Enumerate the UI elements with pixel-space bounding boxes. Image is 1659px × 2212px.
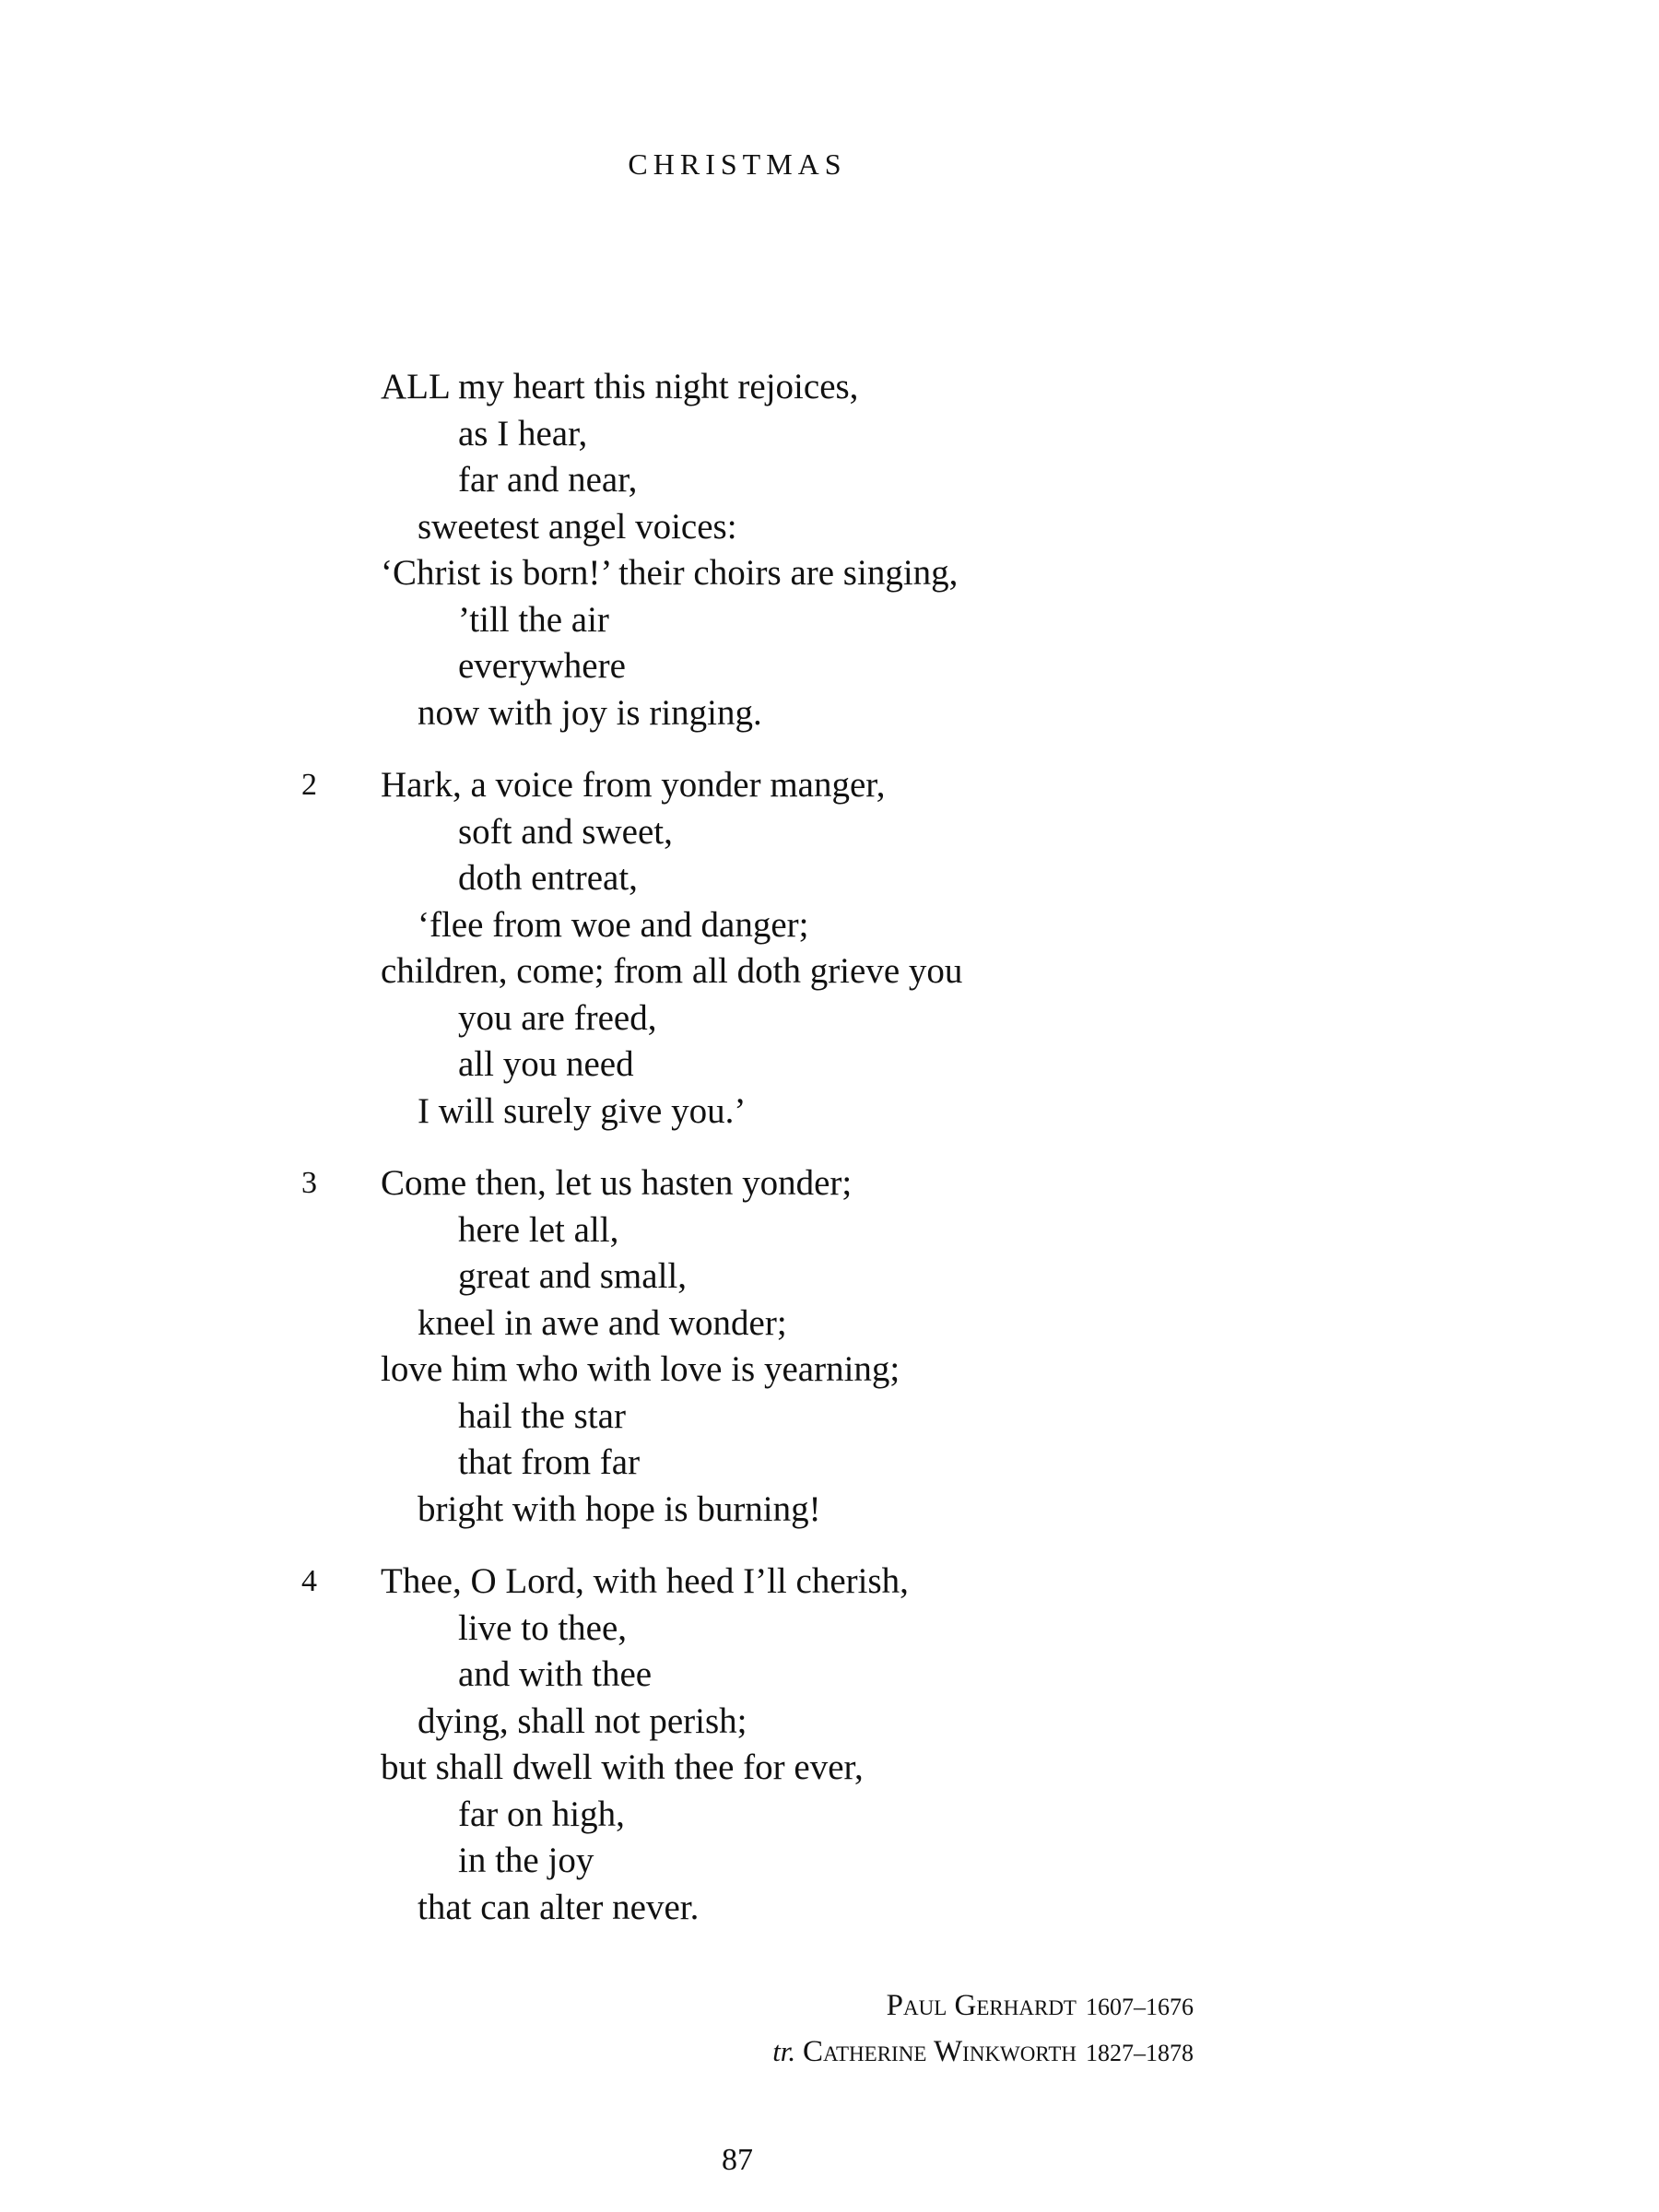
author-name: Paul Gerhardt (886, 1989, 1077, 2022)
attribution (772, 1983, 1194, 2076)
hymn-text (301, 364, 1323, 1957)
verse-line: live to thee, (458, 1607, 628, 1648)
verse-line: love him who with love is yearning; (381, 1349, 900, 1389)
translator-prefix: tr. (772, 2035, 796, 2067)
verse-line: far and near, (458, 460, 638, 500)
verse-line: Thee, O Lord, with heed I’ll cherish, (381, 1561, 909, 1601)
author-line (772, 1983, 1194, 2030)
verse-number: 3 (301, 1166, 317, 1200)
verse-line: that can alter never. (418, 1887, 700, 1927)
verse-line: hail the star (458, 1395, 626, 1436)
verse-line: bright with hope is burning! (418, 1488, 821, 1529)
verse-line: ‘Christ is born!’ their choirs are singing, (381, 553, 959, 593)
verse-line: everywhere (458, 646, 626, 686)
verse-number: 4 (301, 1564, 317, 1598)
verse-line: that from far (458, 1442, 641, 1482)
verse-line: children, come; from all doth grieve you (381, 951, 963, 991)
verse-line: dying, shall not perish; (418, 1700, 747, 1741)
page-header: CHRISTMAS (628, 147, 847, 181)
verse-line: and with thee (458, 1654, 653, 1694)
verse-line: I will surely give you.’ (418, 1090, 747, 1131)
verse-line: all you need (458, 1044, 634, 1084)
verse-number: 2 (301, 768, 317, 802)
verse-line: but shall dwell with thee for ever, (381, 1747, 864, 1787)
verse-2 (301, 762, 1323, 1135)
verse-line: ’till the air (458, 599, 609, 640)
verse-line: Come then, let us hasten yonder; (381, 1163, 853, 1203)
verse-line: sweetest angel voices: (418, 506, 737, 547)
verse-line: Hark, a voice from yonder manger, (381, 765, 886, 805)
verse-line: ALL my heart this night rejoices, (381, 367, 859, 406)
author-dates: 1607–1676 (1086, 1994, 1194, 2020)
verse-3 (301, 1160, 1323, 1533)
verse-line: you are freed, (458, 997, 657, 1038)
verse-line: soft and sweet, (458, 811, 673, 852)
verse-line: far on high, (458, 1794, 625, 1834)
verse-line: great and small, (458, 1256, 687, 1296)
verse-line: in the joy (458, 1841, 594, 1880)
verse-4 (301, 1559, 1323, 1931)
translator-line (772, 2030, 1194, 2076)
translator-dates: 1827–1878 (1086, 2040, 1194, 2066)
verse-line: kneel in awe and wonder; (418, 1302, 787, 1343)
verse-line: now with joy is ringing. (418, 692, 762, 733)
verse-line: ‘flee from woe and danger; (418, 904, 809, 945)
verse-line: doth entreat, (458, 858, 638, 898)
translator-name: Catherine Winkworth (802, 2035, 1077, 2068)
page-number: 87 (722, 2143, 753, 2177)
verse-line: here let all, (458, 1209, 619, 1250)
verse-line: as I hear, (458, 413, 588, 453)
verse-1 (309, 364, 1323, 736)
